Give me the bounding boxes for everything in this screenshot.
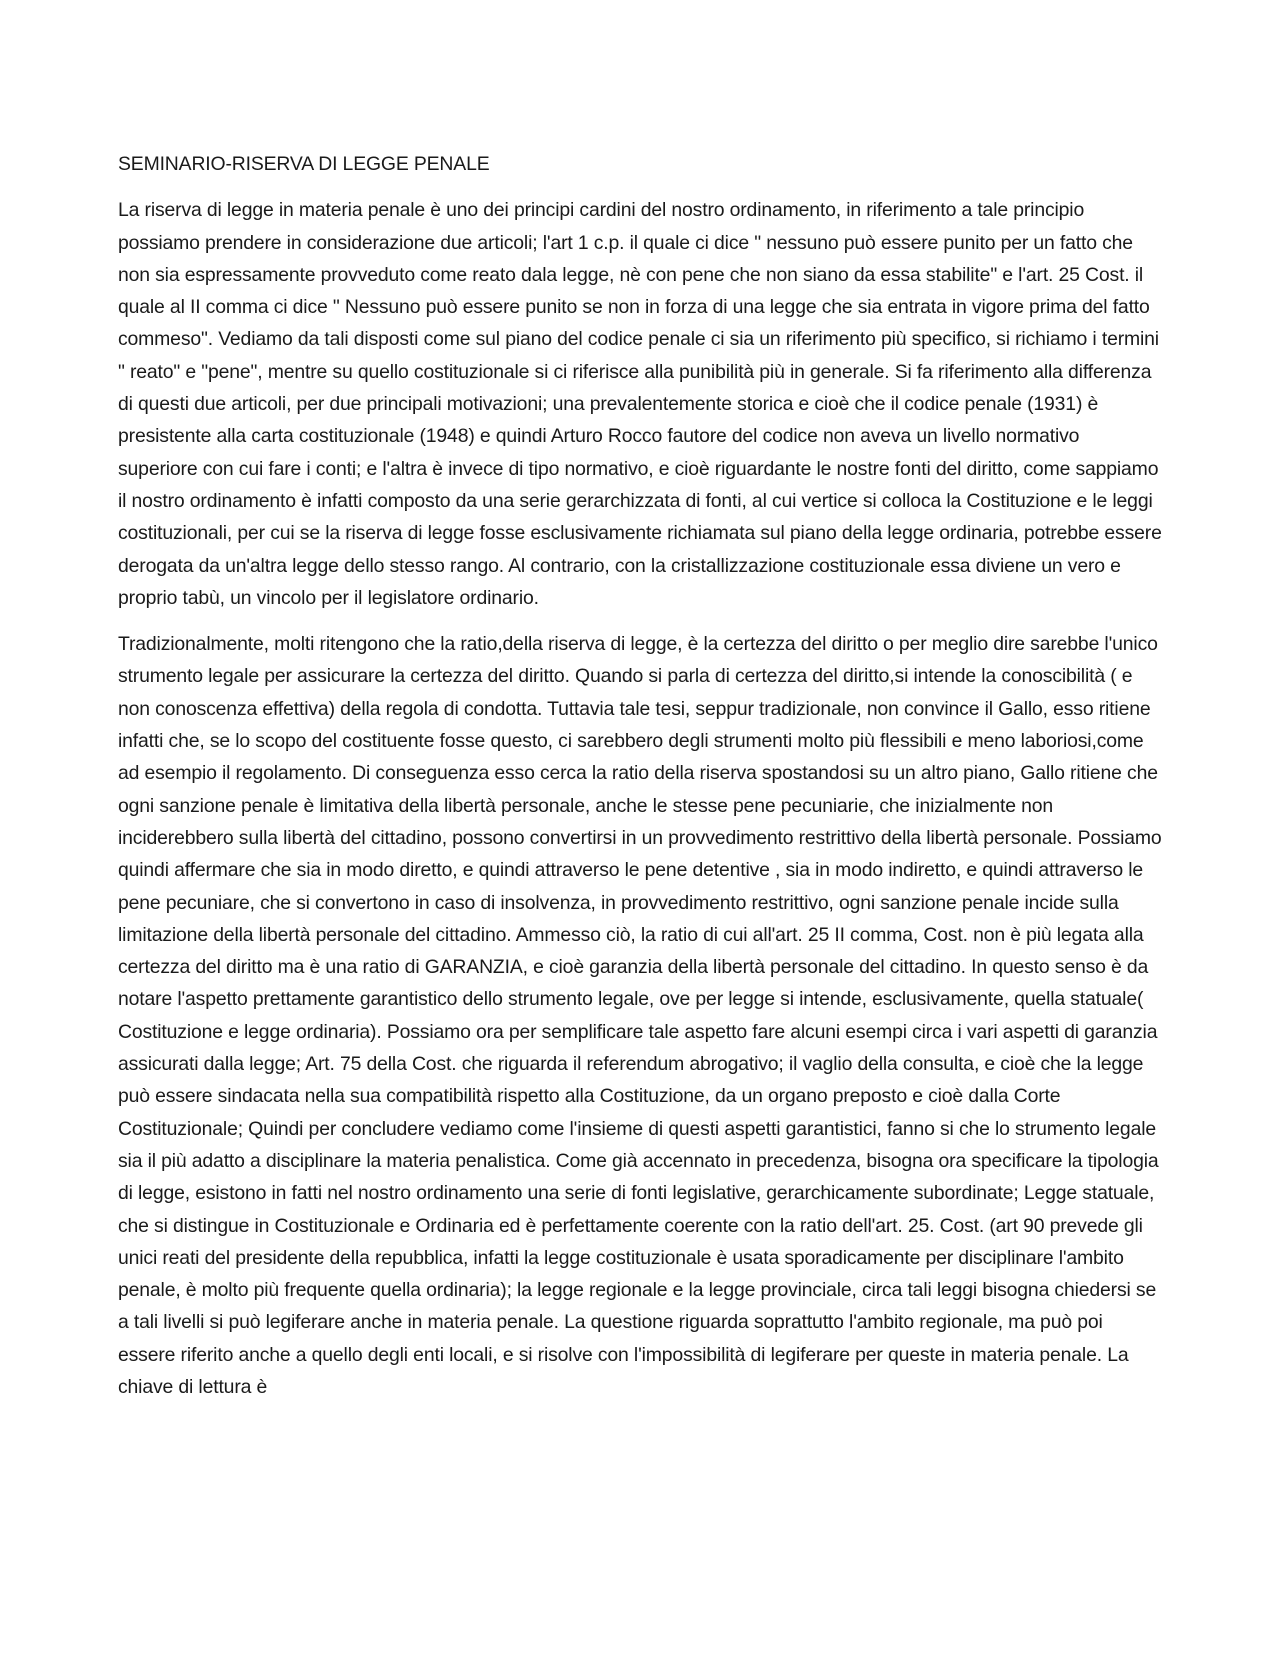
document-title: SEMINARIO-RISERVA DI LEGGE PENALE — [118, 153, 490, 175]
paragraph-1: La riserva di legge in materia penale è uno dei principi cardini del nostro ordinamento, in riferimento a tale principio possiamo prendere in considerazione due articoli; l'art 1 c.p. il quale ci dice " nessuno può essere punito per un fatto che non sia espressamente provveduto come reato dala legge, nè con pene che non siano da essa stabilite" e l'art. 25 Cost. il quale al II comma ci dice " Nessuno può essere punito se non in forza di una legge che sia entrata in vigore prima del fatto commeso". Vediamo da tali disposti come sul piano del codice penale ci sia un riferimento più specifico, si richiamo i termini " reato" e "pene", mentre su quello costituzionale si ci riferisce alla punibilità più in generale. Si fa riferimento alla differenza di questi due articoli, per due principali motivazioni; una prevalentemente storica e cioè che il codice penale (1931) è presistente alla carta costituzionale (1948) e quindi Arturo Rocco fautore del codice non aveva un livello normativo superiore con cui fare i conti; e l'altra è invece di tipo normativo, e cioè riguardante le nostre fonti del diritto, come sappiamo il nostro ordinamento è infatti composto da una serie gerarchizzata di fonti, al cui vertice si colloca la Costituzione e le leggi costituzionali, per cui se la riserva di legge fosse esclusivamente richiamata sul piano della legge ordinaria, potrebbe essere derogata da un'altra legge dello stesso rango. Al contrario, con la cristallizzazione costituzionale essa diviene un vero e proprio tabù, un vincolo per il legislatore ordinario. — [118, 199, 1162, 609]
paragraph-2: Tradizionalmente, molti ritengono che la ratio,della riserva di legge, è la certezza del diritto o per meglio dire sarebbe l'unico strumento legale per assicurare la certezza del diritto. Quando si parla di certezza del diritto,si intende la conoscibilità ( e non conoscenza effettiva) della regola di condotta. Tuttavia tale tesi, seppur tradizionale, non convince il Gallo, esso ritiene infatti che, se lo scopo del costituente fosse questo, ci sarebbero degli strumenti molto più flessibili e meno laboriosi,come ad esempio il regolamento. Di conseguenza esso cerca la ratio della riserva spostandosi su un altro piano, Gallo ritiene che ogni sanzione penale è limitativa della libertà personale, anche le stesse pene pecuniarie, che inizialmente non inciderebbero sulla libertà del cittadino, possono convertirsi in un provvedimento restrittivo della libertà personale. Possiamo quindi affermare che sia in modo diretto, e quindi attraverso le pene detentive , sia in modo indiretto, e quindi attraverso le pene pecuniare, che si convertono in caso di insolvenza, in provvedimento restrittivo, ogni sanzione penale incide sulla limitazione della libertà personale del cittadino. Ammesso ciò, la ratio di cui all'art. 25 II comma, Cost. non è più legata alla certezza del diritto ma è una ratio di GARANZIA, e cioè garanzia della libertà personale del cittadino. In questo senso è da notare l'aspetto prettamente garantistico dello strumento legale, ove per legge si intende, esclusivamente, quella statuale( Costituzione e legge ordinaria). Possiamo ora per semplificare tale aspetto fare alcuni esempi circa i vari aspetti di garanzia assicurati dalla legge; Art. 75 della Cost. che riguarda il referendum abrogativo; il vaglio della consulta, e cioè che la legge può essere sindacata nella sua compatibilità rispetto alla Costituzione, da un organo preposto e cioè dalla Corte Costituzionale; Quindi per concludere vediamo come l'insieme di questi aspetti garantistici, fanno si che lo strumento legale sia il più adatto a disciplinare la materia penalistica. Come già accennato in precedenza, bisogna ora specificare la tipologia di legge, esistono in fatti nel nostro ordinamento una serie di fonti legislative, gerarchicamente subordinate; Legge statuale, che si distingue in Costituzionale e Ordinaria ed è perfettamente coerente con la ratio dell'art. 25. Cost. (art 90 prevede gli unici reati del presidente della repubblica, infatti la legge costituzionale è usata sporadicamente per disciplinare l'ambito penale, è molto più frequente quella ordinaria); la legge regionale e la legge provinciale, circa tali leggi bisogna chiedersi se a tali livelli si può legiferare anche in materia penale. La questione riguarda soprattutto l'ambito regionale, ma può poi essere riferito anche a quello degli enti locali, e si risolve con l'impossibilità di legiferare per queste in materia penale. La chiave di lettura è — [118, 633, 1162, 1398]
document-body — [118, 148, 1162, 1417]
